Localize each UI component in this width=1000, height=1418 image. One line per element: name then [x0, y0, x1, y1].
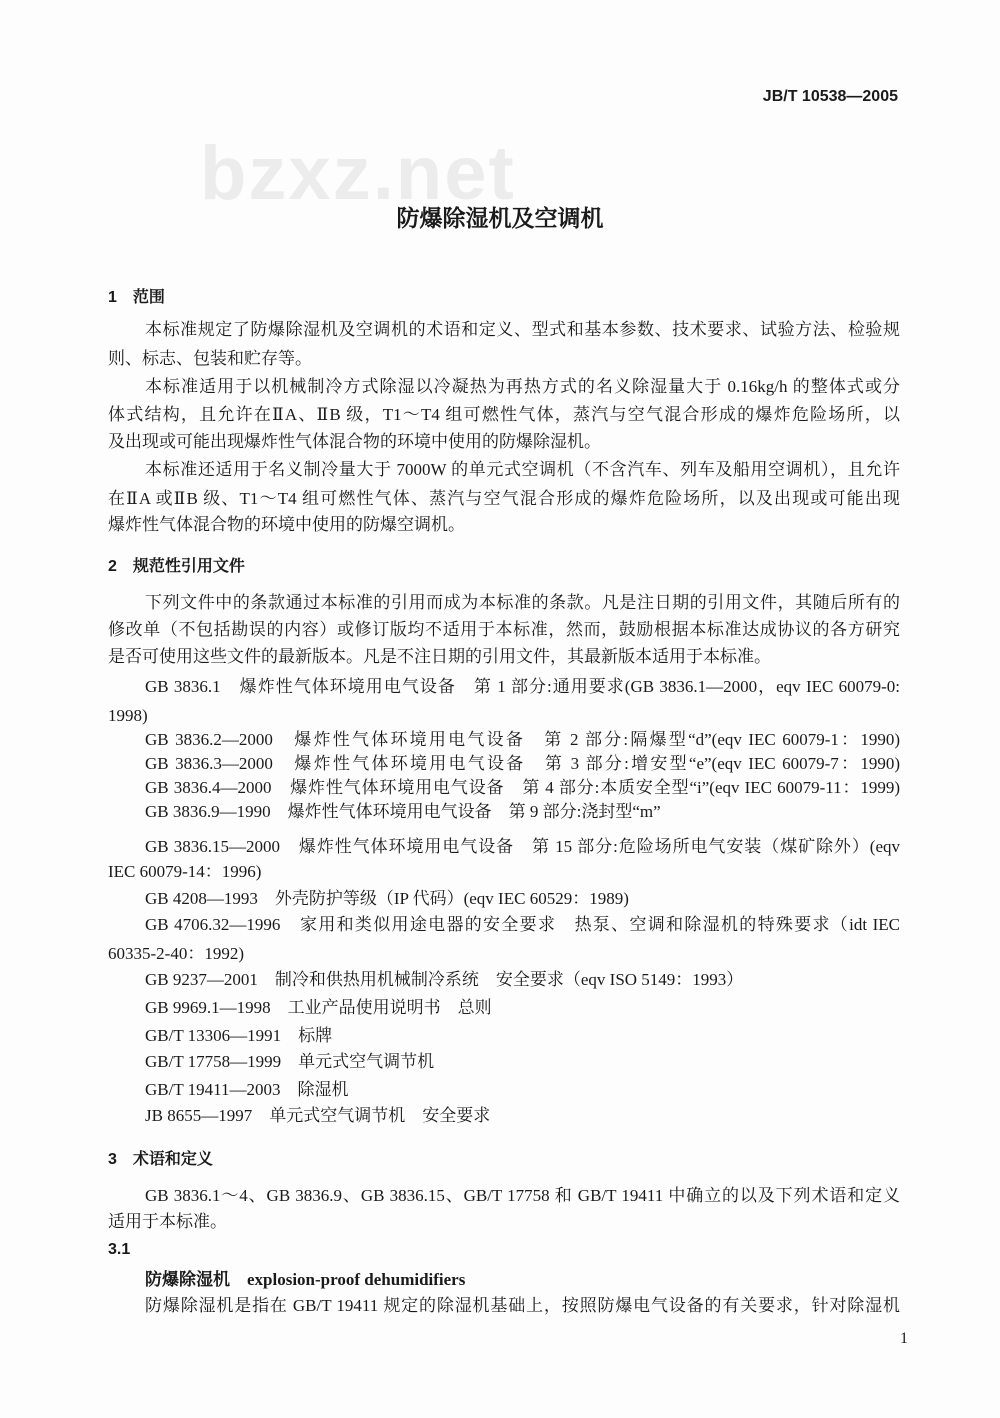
paragraph-line: 修改单（不包括勘误的内容）或修订版均不适用于本标准，然而，鼓励根据本标准达成协议的各方研究 [108, 620, 900, 639]
paragraph-line: 体式结构，且允许在ⅡA、ⅡB 级，T1～T4 组可燃性气体，蒸汽与空气混合形成的爆炸危险场所，以 [108, 405, 900, 424]
paragraph-line: 及出现或可能出现爆炸性气体混合物的环境中使用的防爆除湿机。 [108, 432, 601, 451]
paragraph-line: 爆炸性气体混合物的环境中使用的防爆空调机。 [108, 515, 465, 534]
section-heading: 1 范围 [108, 289, 165, 306]
reference-line: GB 9237—2001 制冷和供热用机械制冷系统 安全要求（eqv ISO 5149：1993） [145, 970, 744, 989]
reference-line: 1998) [108, 706, 148, 725]
reference-line: GB 3836.1 爆炸性气体环境用电气设备 第 1 部分:通用要求(GB 3836.1—2000，eqv IEC 60079-0: [145, 677, 900, 696]
clause-number: 3.1 [108, 1241, 131, 1258]
paragraph-line: 则、标志、包装和贮存等。 [108, 349, 312, 368]
reference-line: 60335-2-40：1992) [108, 944, 244, 963]
reference-line: GB/T 17758—1999 单元式空气调节机 [145, 1052, 435, 1071]
paragraph-line: 防爆除湿机是指在 GB/T 19411 规定的除湿机基础上，按照防爆电气设备的有关要求，针对除湿机 [145, 1296, 900, 1315]
reference-line: GB 3836.2—2000 爆炸性气体环境用电气设备 第 2 部分:隔爆型“d”(eqv IEC 60079-1：1990) [145, 730, 900, 749]
reference-line: GB 3836.3—2000 爆炸性气体环境用电气设备 第 3 部分:增安型“e”(eqv IEC 60079-7：1990) [145, 754, 900, 773]
paragraph-line: 是否可使用这些文件的最新版本。凡是不注日期的引用文件，其最新版本适用于本标准。 [108, 647, 771, 666]
reference-line: GB 9969.1—1998 工业产品使用说明书 总则 [145, 998, 492, 1017]
watermark: bzxz.net [200, 131, 516, 216]
paragraph-line: 本标准还适用于名义制冷量大于 7000W 的单元式空调机（不含汽车、列车及船用空调机），且允许 [145, 460, 900, 479]
page-number: 1 [900, 1330, 908, 1347]
paragraph-line: 下列文件中的条款通过本标准的引用而成为本标准的条款。凡是注日期的引用文件，其随后所有的 [145, 593, 900, 612]
reference-line: GB 3836.4—2000 爆炸性气体环境用电气设备 第 4 部分:本质安全型“i”(eqv IEC 60079-11：1999) [145, 778, 900, 797]
reference-line: GB 3836.15—2000 爆炸性气体环境用电气设备 第 15 部分:危险场所电气安装（煤矿除外）(eqv [145, 837, 900, 856]
term-heading: 防爆除湿机 explosion-proof dehumidifiers [145, 1270, 466, 1289]
standard-code: JB/T 10538—2005 [762, 88, 898, 105]
section-heading: 2 规范性引用文件 [108, 558, 245, 575]
paragraph-line: 本标准规定了防爆除湿机及空调机的术语和定义、型式和基本参数、技术要求、试验方法、检验规 [145, 320, 900, 339]
paragraph-line: 在ⅡA 或ⅡB 级、T1～T4 组可燃性气体、蒸汽与空气混合形成的爆炸危险场所，以及出现或可能出现 [108, 489, 900, 508]
paragraph-line: GB 3836.1～4、GB 3836.9、GB 3836.15、GB/T 17758 和 GB/T 19411 中确立的以及下列术语和定义 [145, 1186, 900, 1205]
paragraph-line: 本标准适用于以机械制冷方式除湿以冷凝热为再热方式的名义除湿量大于 0.16kg/h 的整体式或分 [145, 377, 900, 396]
reference-line: GB 3836.9—1990 爆炸性气体环境用电气设备 第 9 部分:浇封型“m” [145, 802, 661, 821]
reference-line: IEC 60079-14：1996) [108, 862, 262, 881]
section-heading: 3 术语和定义 [108, 1151, 213, 1168]
page-title: 防爆除湿机及空调机 [396, 206, 604, 232]
reference-line: JB 8655—1997 单元式空气调节机 安全要求 [145, 1106, 491, 1125]
reference-line: GB/T 19411—2003 除湿机 [145, 1080, 349, 1099]
reference-line: GB 4706.32—1996 家用和类似用途电器的安全要求 热泵、空调和除湿机的特殊要求（idt IEC [145, 915, 900, 934]
reference-line: GB 4208—1993 外壳防护等级（IP 代码）(eqv IEC 60529：1989) [145, 889, 629, 908]
paragraph-line: 适用于本标准。 [108, 1212, 227, 1231]
reference-line: GB/T 13306—1991 标牌 [145, 1026, 333, 1045]
